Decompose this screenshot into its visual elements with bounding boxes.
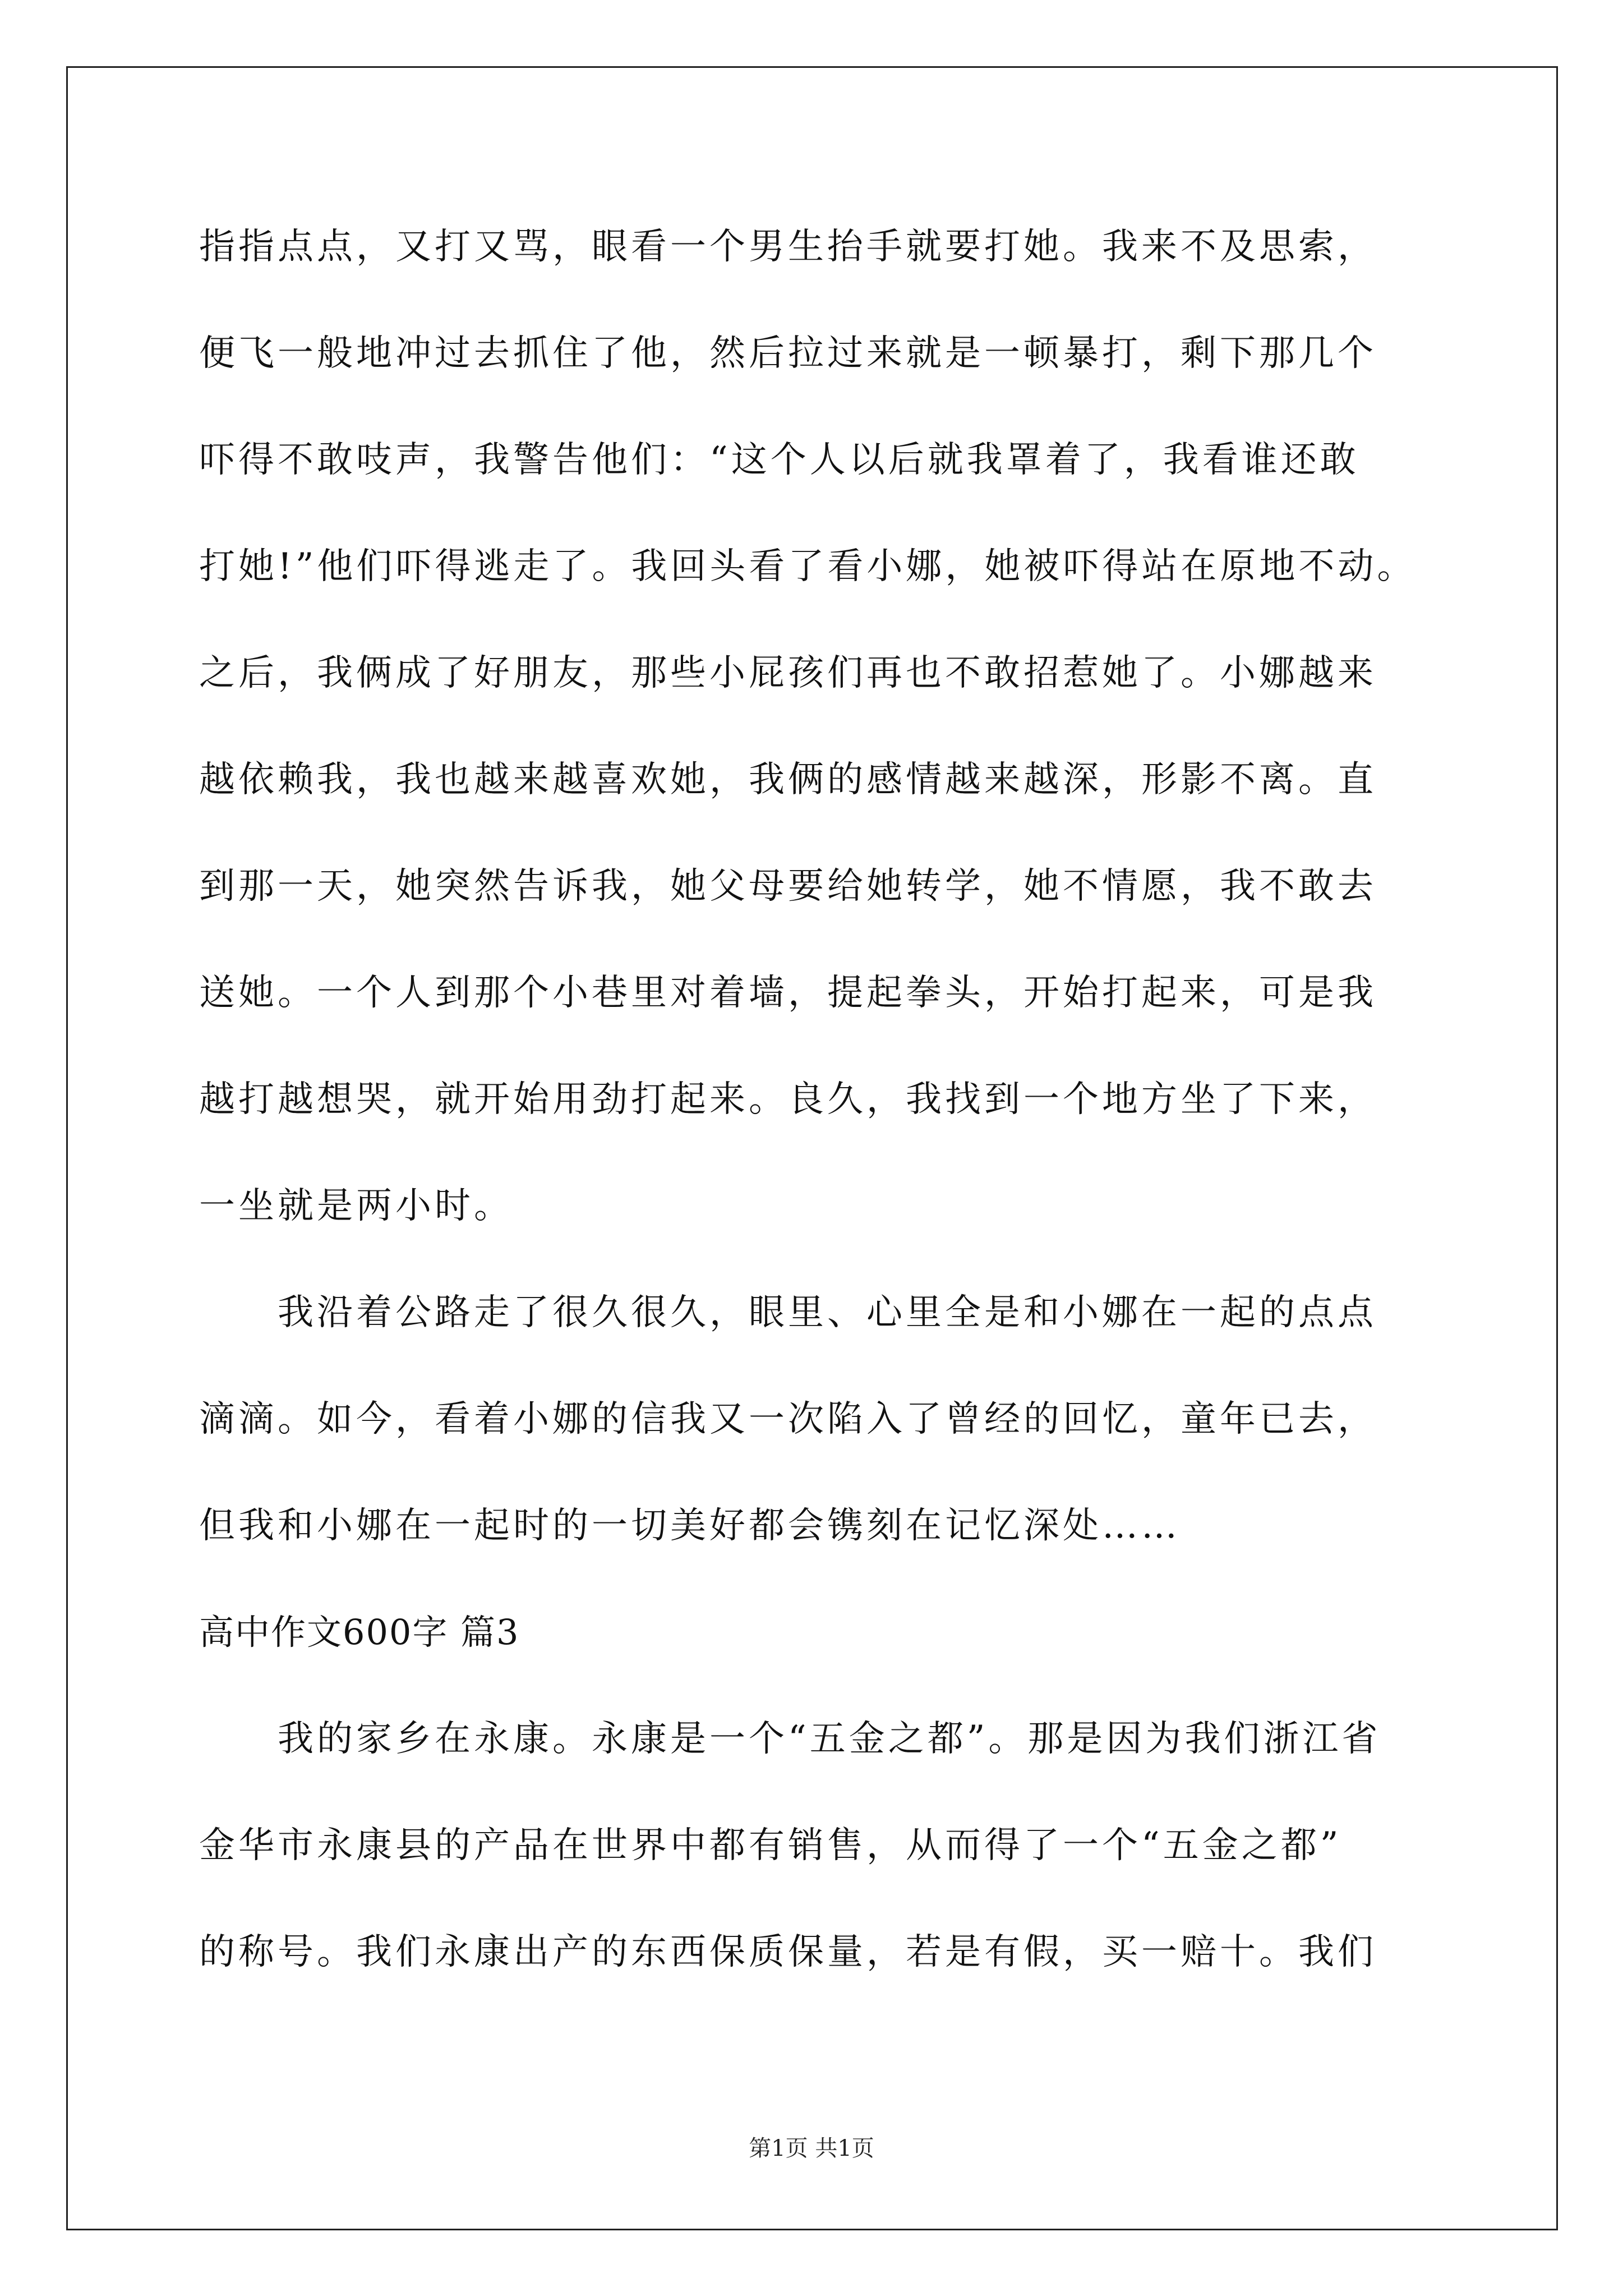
paragraph-1-line: 之后，我俩成了好朋友，那些小屁孩们再也不敢招惹她了。小娜越来 <box>199 652 1377 694</box>
paragraph-2-line: 滴滴。如今，看着小娜的信我又一次陷入了曾经的回忆，童年已去， <box>199 1398 1377 1440</box>
paragraph-3-line: 我的家乡在永康。永康是一个“五金之都”。那是因为我们浙江省 <box>278 1718 1381 1760</box>
paragraph-1-line: 打她!”他们吓得逃走了。我回头看了看小娜，她被吓得站在原地不动。 <box>199 546 1417 587</box>
paragraph-1-line: 指指点点，又打又骂，眼看一个男生抬手就要打她。我来不及思索， <box>199 226 1377 268</box>
paragraph-1-line: 送她。一个人到那个小巷里对着墙，提起拳头，开始打起来，可是我 <box>199 972 1377 1014</box>
paragraph-3-line: 的称号。我们永康出产的东西保质保量，若是有假，买一赔十。我们 <box>199 1931 1377 1973</box>
page-footer: 第1页 共1页 <box>749 2136 874 2161</box>
paragraph-1-line: 越依赖我，我也越来越喜欢她，我俩的感情越来越深，形影不离。直 <box>199 759 1377 800</box>
paragraph-3-line: 金华市永康县的产品在世界中都有销售，从而得了一个“五金之都” <box>199 1825 1342 1866</box>
paragraph-1-line: 到那一天，她突然告诉我，她父母要给她转学，她不情愿，我不敢去 <box>199 866 1377 907</box>
paragraph-1-line: 吓得不敢吱声，我警告他们：“这个人以后就我罩着了，我看谁还敢 <box>199 439 1359 481</box>
paragraph-1-line: 一坐就是两小时。 <box>199 1185 513 1227</box>
section-heading: 高中作文600字 篇3 <box>199 1612 520 1653</box>
page-frame <box>66 66 1558 2230</box>
paragraph-2-line: 但我和小娜在一起时的一切美好都会镌刻在记忆深处…… <box>199 1505 1181 1547</box>
paragraph-1-line: 便飞一般地冲过去抓住了他，然后拉过来就是一顿暴打，剩下那几个 <box>199 333 1377 374</box>
paragraph-2-line: 我沿着公路走了很久很久，眼里、心里全是和小娜在一起的点点 <box>278 1292 1377 1333</box>
paragraph-1-line: 越打越想哭，就开始用劲打起来。良久，我找到一个地方坐了下来， <box>199 1079 1377 1120</box>
